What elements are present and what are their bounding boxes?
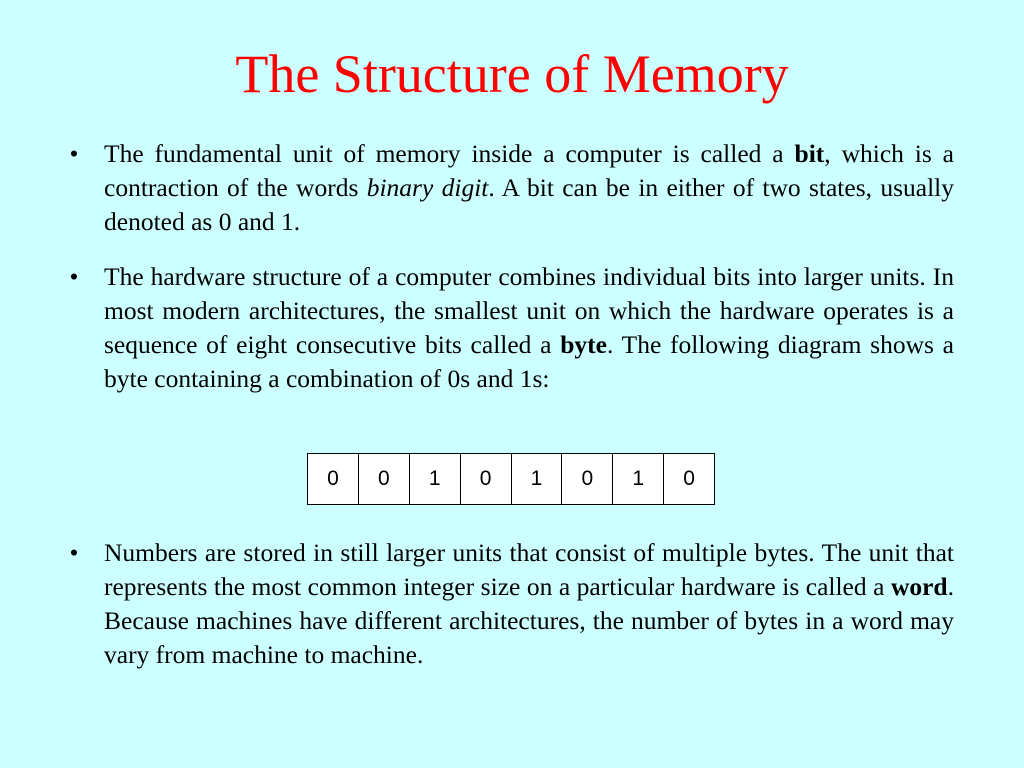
term-bit: bit [794,139,825,168]
bit-cell: 0 [683,467,695,490]
bit-cell: 1 [410,454,461,504]
text-run: . A bit can be in either of two states, usually denoted as 0 and 1. [104,173,954,236]
bullet-text [104,139,954,236]
text-run: The hardware structure of a computer combines individual bits into larger units. In most modern architectures, the smallest unit on which the hardware operates is a sequence of eight consecutive bits called a [104,262,954,359]
text-run: . The following diagram shows a byte containing a combination of 0s and 1s: [104,330,954,393]
bit-cell: 0 [562,454,613,504]
term-word: word [890,572,948,601]
term-byte: byte [560,330,607,359]
text-run: . Because machines have different architectures, the number of bytes in a word may vary from machine to machine. [104,572,954,669]
text-run: , which is a contraction of the words [104,139,954,202]
bullet-text [104,538,954,669]
bit-cell: 1 [512,454,563,504]
bullet-marker: • [69,538,79,567]
slide-title: The Structure of Memory [235,44,789,104]
bit-cell: 0 [359,454,410,504]
bit-cell: 1 [613,454,664,504]
bit-cell: 0 [308,454,359,504]
bullet-item [69,260,954,396]
text-run: Numbers are stored in still larger units that consist of multiple bytes. The unit that represents the most common integer size on a particular hardware is called a [104,538,954,601]
bullet-item [69,137,954,239]
text-run: The fundamental unit of memory inside a computer is called a [104,139,795,168]
bullet-item [69,536,954,672]
bullet-marker: • [69,262,79,291]
bullet-text [104,262,954,393]
term-binary-digit: binary digit [366,173,489,202]
bullet-marker: • [69,139,79,168]
bit-cell: 0 [461,454,512,504]
byte-diagram [307,453,715,505]
